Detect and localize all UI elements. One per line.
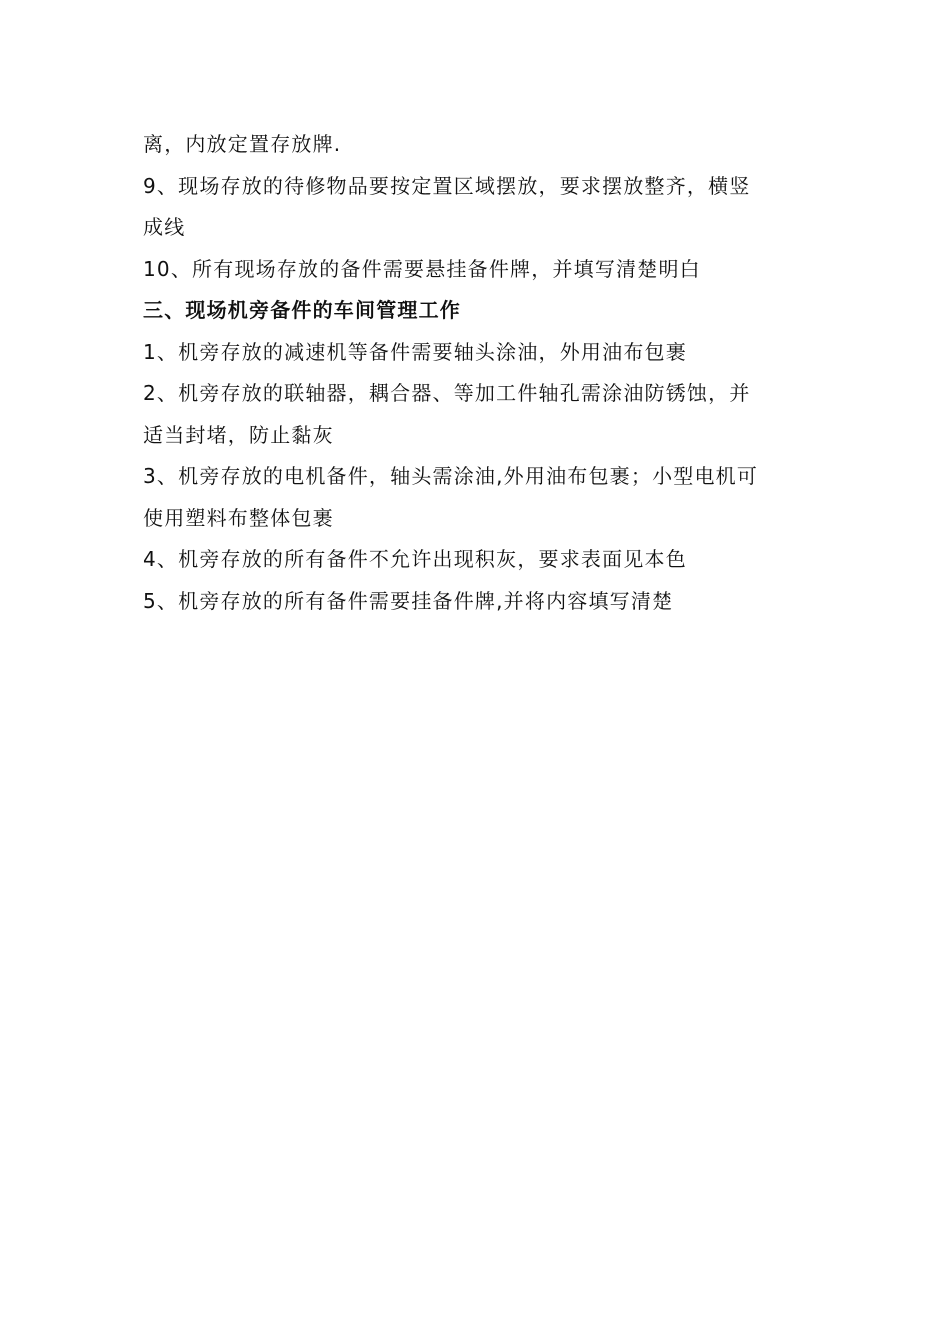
list-item-3-continuation: 使用塑料布整体包裹 — [143, 505, 334, 530]
list-item-2: 2、机旁存放的联轴器，耦合器、等加工件轴孔需涂油防锈蚀，并 — [143, 381, 751, 405]
list-item-9: 9、现场存放的待修物品要按定置区域摆放，要求摆放整齐，横竖 — [143, 173, 751, 198]
text-line-continuation: 离，内放定置存放牌. — [143, 132, 342, 156]
list-item-10: 10、所有现场存放的备件需要悬挂备件牌，并填写清楚明白 — [143, 256, 701, 281]
list-item-2-continuation: 适当封堵，防止黏灰 — [143, 422, 334, 447]
section-heading-3: 三、现场机旁备件的车间管理工作 — [143, 298, 461, 322]
list-item-1: 1、机旁存放的减速机等备件需要轴头涂油，外用油布包裹 — [143, 339, 687, 364]
list-item-3: 3、机旁存放的电机备件，轴头需涂油,外用油布包裹；小型电机可 — [143, 464, 759, 488]
document-body — [143, 124, 803, 622]
list-item-5: 5、机旁存放的所有备件需要挂备件牌,并将内容填写清楚 — [143, 588, 674, 613]
list-item-9-continuation: 成线 — [143, 215, 186, 239]
list-item-4: 4、机旁存放的所有备件不允许出现积灰，要求表面见本色 — [143, 547, 687, 571]
